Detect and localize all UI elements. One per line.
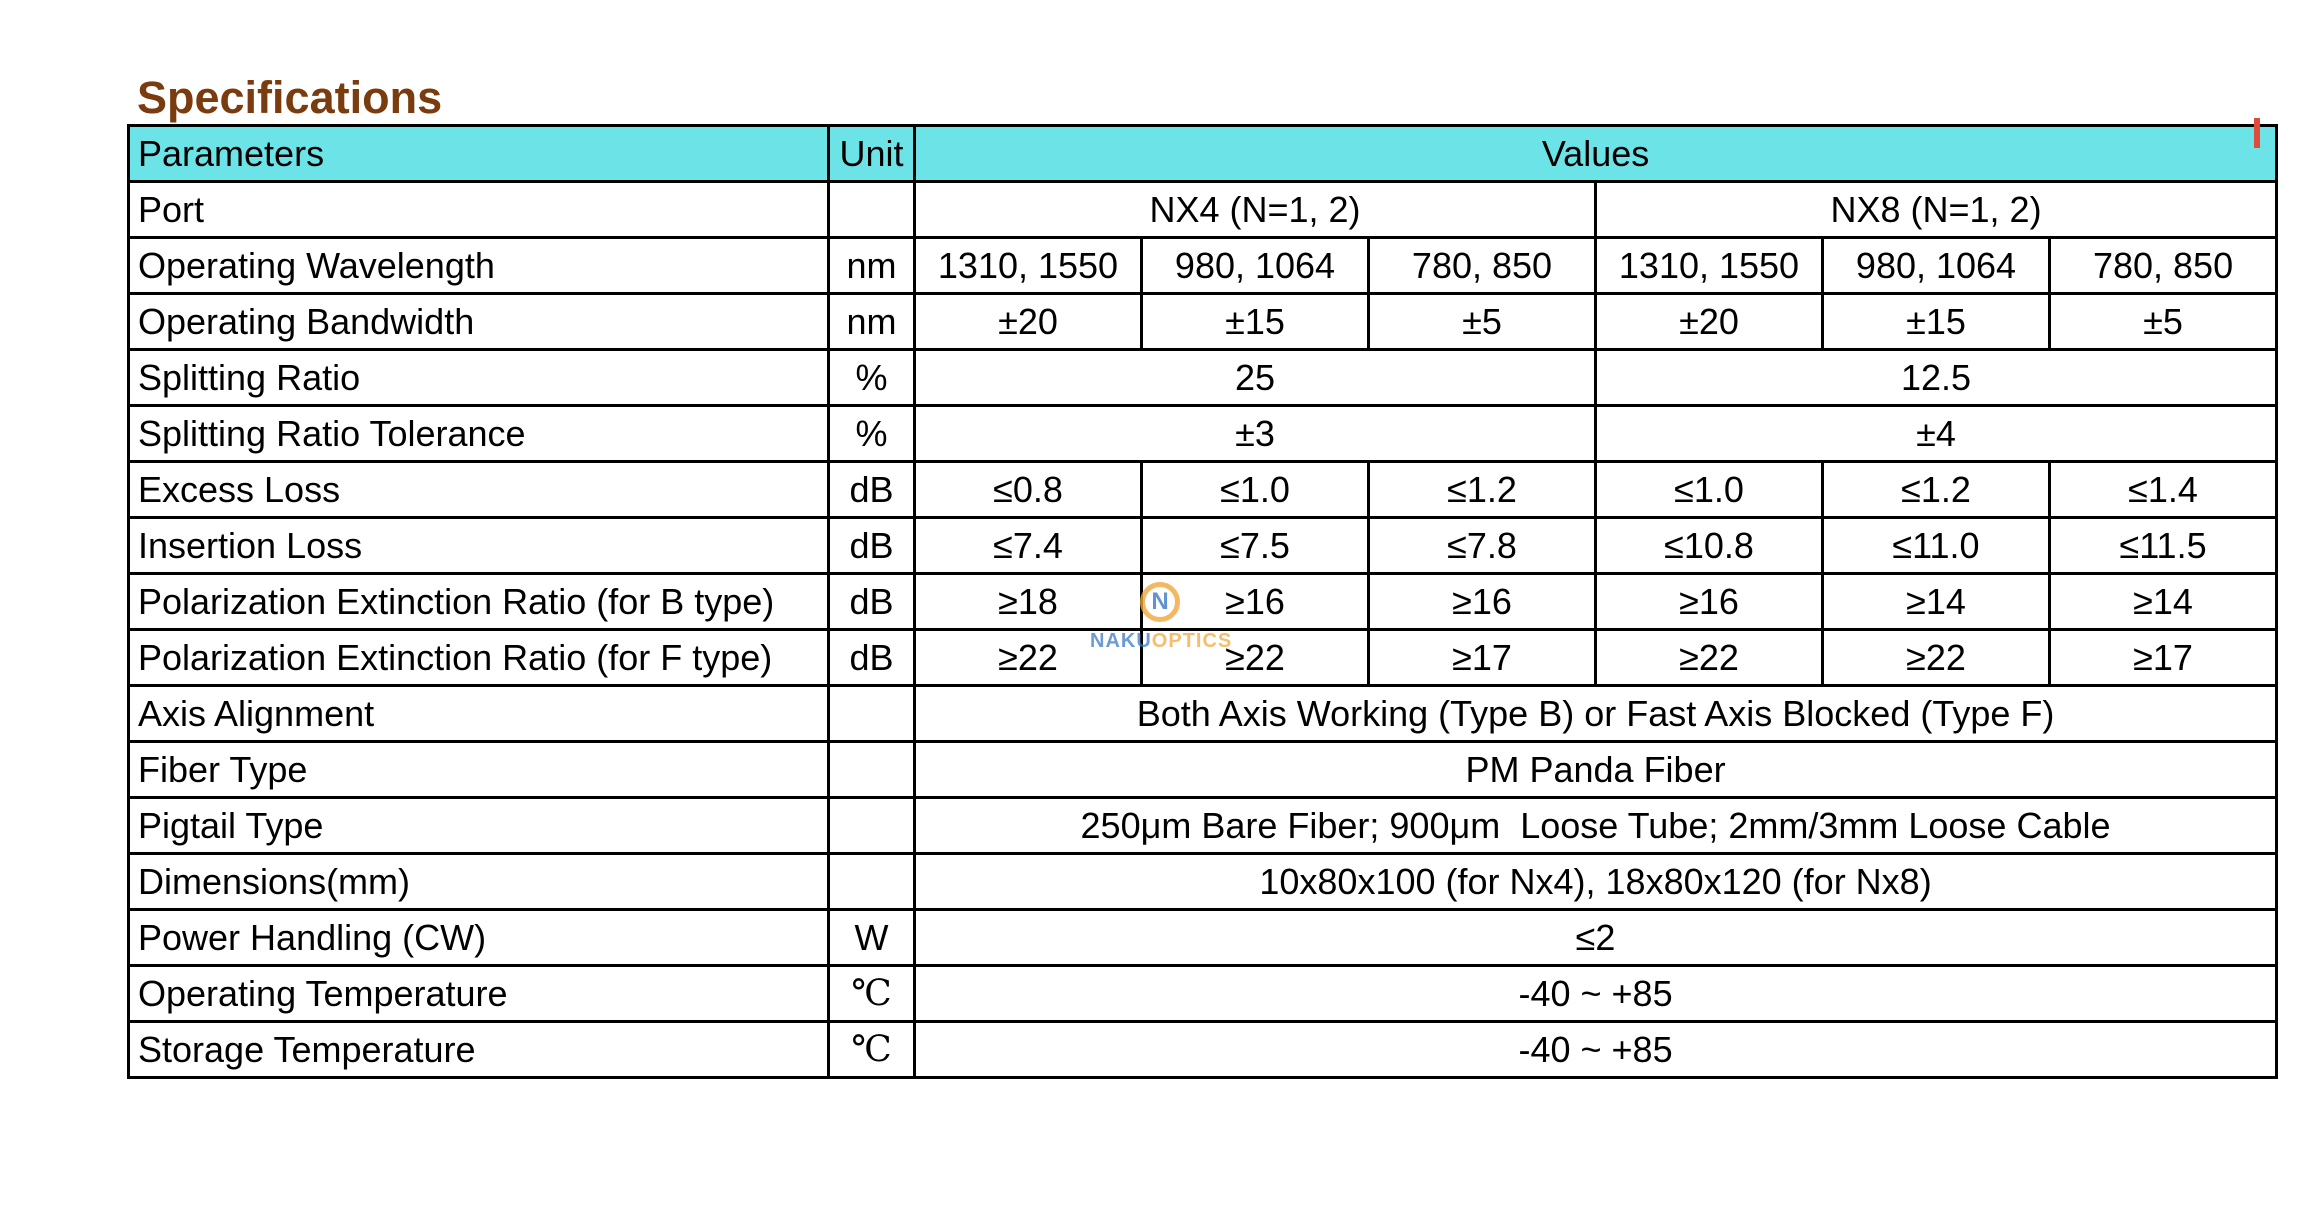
param-label: Operating Temperature <box>129 966 829 1022</box>
value-cell: ≥17 <box>2050 630 2277 686</box>
unit-cell <box>829 742 915 798</box>
value-cell: ≤1.4 <box>2050 462 2277 518</box>
value-cell: ±5 <box>2050 294 2277 350</box>
value-cell-wide: Both Axis Working (Type B) or Fast Axis Blocked (Type F) <box>915 686 2277 742</box>
value-cell: 1310, 1550 <box>915 238 1142 294</box>
header-parameters: Parameters <box>129 126 829 182</box>
page-title: Specifications <box>137 72 443 123</box>
value-cell: ≤10.8 <box>1596 518 1823 574</box>
param-label: Dimensions(mm) <box>129 854 829 910</box>
value-cell-nx4: NX4 (N=1, 2) <box>915 182 1596 238</box>
param-label: Pigtail Type <box>129 798 829 854</box>
table-row <box>129 462 2277 518</box>
value-cell-wide: PM Panda Fiber <box>915 742 2277 798</box>
value-cell: ≤7.5 <box>1142 518 1369 574</box>
table-row <box>129 854 2277 910</box>
unit-cell <box>829 854 915 910</box>
value-cell: 980, 1064 <box>1142 238 1369 294</box>
param-label: Operating Wavelength <box>129 238 829 294</box>
value-cell: ±5 <box>1369 294 1596 350</box>
nakuoptics-watermark-logo <box>1090 582 1233 662</box>
unit-cell <box>829 182 915 238</box>
value-cell: ≥14 <box>1823 574 2050 630</box>
value-cell: 780, 850 <box>2050 238 2277 294</box>
watermark-text: NAKUOPTICS <box>1090 630 1233 652</box>
edge-marker <box>2254 118 2260 148</box>
param-label: Axis Alignment <box>129 686 829 742</box>
value-cell: ≥16 <box>1596 574 1823 630</box>
table-row <box>129 798 2277 854</box>
value-cell: ±20 <box>1596 294 1823 350</box>
param-label: Power Handling (CW) <box>129 910 829 966</box>
table-row <box>129 1022 2277 1078</box>
param-label: Storage Temperature <box>129 1022 829 1078</box>
unit-cell: nm <box>829 238 915 294</box>
value-cell-nx8: ±4 <box>1596 406 2277 462</box>
table-row <box>129 966 2277 1022</box>
param-label: Port <box>129 182 829 238</box>
value-cell-wide: -40 ~ +85 <box>915 966 2277 1022</box>
unit-cell: % <box>829 406 915 462</box>
header-unit: Unit <box>829 126 915 182</box>
param-label: Splitting Ratio Tolerance <box>129 406 829 462</box>
param-label: Excess Loss <box>129 462 829 518</box>
table-row <box>129 742 2277 798</box>
unit-cell: W <box>829 910 915 966</box>
value-cell: ≤7.4 <box>915 518 1142 574</box>
unit-cell: ℃ <box>829 966 915 1022</box>
value-cell: ≥22 <box>1823 630 2050 686</box>
value-cell-wide: ≤2 <box>915 910 2277 966</box>
table-row <box>129 406 2277 462</box>
value-cell: ≤11.0 <box>1823 518 2050 574</box>
value-cell: 980, 1064 <box>1823 238 2050 294</box>
value-cell: ≤1.2 <box>1823 462 2050 518</box>
value-cell: ≥22 <box>1596 630 1823 686</box>
value-cell: ±15 <box>1823 294 2050 350</box>
value-cell: ±20 <box>915 294 1142 350</box>
unit-cell: dB <box>829 574 915 630</box>
param-label: Insertion Loss <box>129 518 829 574</box>
value-cell-nx4: ±3 <box>915 406 1596 462</box>
value-cell: ≤1.2 <box>1369 462 1596 518</box>
table-row <box>129 350 2277 406</box>
unit-cell <box>829 686 915 742</box>
value-cell: ≥18 <box>915 574 1142 630</box>
table-row <box>129 518 2277 574</box>
table-row <box>129 182 2277 238</box>
value-cell-nx8: NX8 (N=1, 2) <box>1596 182 2277 238</box>
param-label: Polarization Extinction Ratio (for F type) <box>129 630 829 686</box>
value-cell: ≤1.0 <box>1142 462 1369 518</box>
param-label: Fiber Type <box>129 742 829 798</box>
unit-cell: nm <box>829 294 915 350</box>
header-values: Values <box>915 126 2277 182</box>
value-cell-nx8: 12.5 <box>1596 350 2277 406</box>
value-cell: ±15 <box>1142 294 1369 350</box>
unit-cell: dB <box>829 630 915 686</box>
unit-cell <box>829 798 915 854</box>
param-label: Splitting Ratio <box>129 350 829 406</box>
param-label: Polarization Extinction Ratio (for B type) <box>129 574 829 630</box>
value-cell: ≥16 <box>1142 574 1369 630</box>
unit-cell: % <box>829 350 915 406</box>
value-cell: ≤11.5 <box>2050 518 2277 574</box>
table-row <box>129 686 2277 742</box>
value-cell-wide: 10x80x100 (for Nx4), 18x80x120 (for Nx8) <box>915 854 2277 910</box>
unit-cell: ℃ <box>829 1022 915 1078</box>
table-row <box>129 910 2277 966</box>
unit-cell: dB <box>829 518 915 574</box>
value-cell: ≥14 <box>2050 574 2277 630</box>
value-cell: ≤0.8 <box>915 462 1142 518</box>
unit-cell: dB <box>829 462 915 518</box>
value-cell: ≥22 <box>915 630 1142 686</box>
value-cell: ≥17 <box>1369 630 1596 686</box>
value-cell: ≤1.0 <box>1596 462 1823 518</box>
logo-n-icon: N <box>1140 582 1180 622</box>
header-row <box>129 126 2277 182</box>
value-cell-wide: 250μm Bare Fiber; 900μm Loose Tube; 2mm/3mm Loose Cable <box>915 798 2277 854</box>
value-cell: 1310, 1550 <box>1596 238 1823 294</box>
value-cell: ≥16 <box>1369 574 1596 630</box>
value-cell: ≥22 <box>1142 630 1369 686</box>
value-cell-nx4: 25 <box>915 350 1596 406</box>
value-cell-wide: -40 ~ +85 <box>915 1022 2277 1078</box>
value-cell: 780, 850 <box>1369 238 1596 294</box>
table-row <box>129 238 2277 294</box>
param-label: Operating Bandwidth <box>129 294 829 350</box>
value-cell: ≤7.8 <box>1369 518 1596 574</box>
table-row <box>129 294 2277 350</box>
